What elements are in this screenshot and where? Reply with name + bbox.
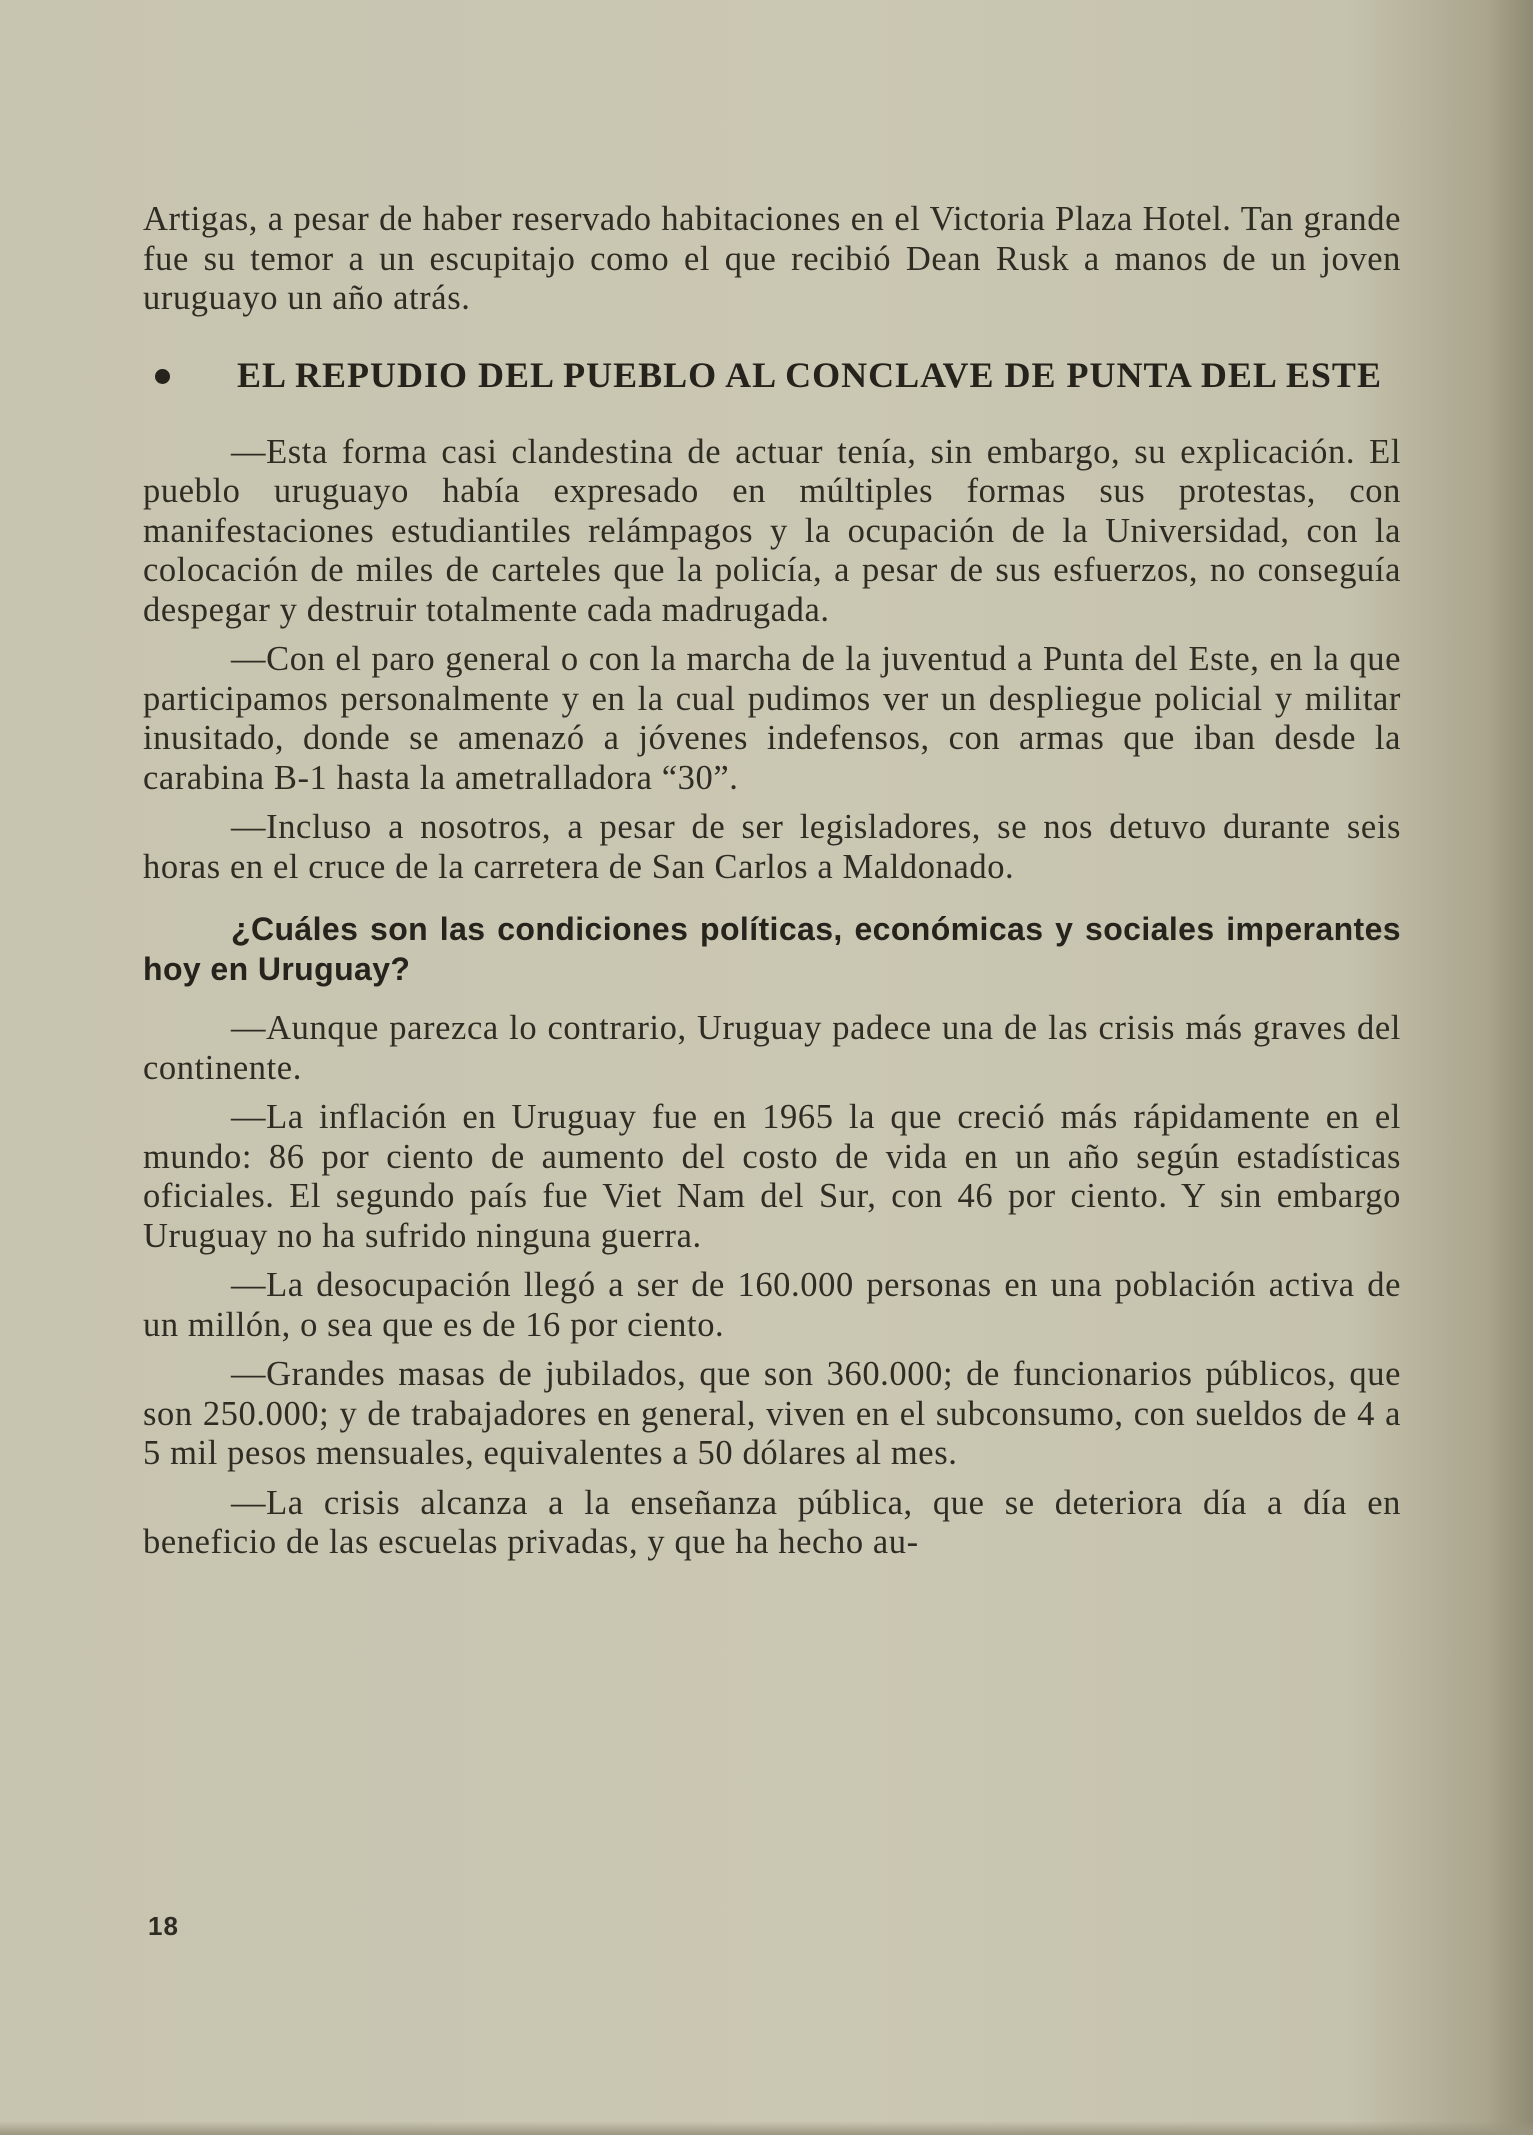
interview-question: ¿Cuáles son las condiciones políticas, económicas y sociales imperantes hoy en Uruguay? — [143, 911, 1401, 987]
paragraph: —La desocupación llegó a ser de 160.000 personas en una población activa de un millón, o sea que es de 16 por ciento. — [143, 1266, 1401, 1344]
paragraph: —Incluso a nosotros, a pesar de ser legisladores, se nos detuvo durante seis horas en el cruce de la carretera de San Carlos a Maldonado. — [143, 808, 1401, 886]
paragraph: —Aunque parezca lo contrario, Uruguay padece una de las crisis más graves del continente. — [143, 1009, 1401, 1087]
page-edge-shadow — [0, 2121, 1533, 2135]
paragraph: —La inflación en Uruguay fue en 1965 la que creció más rápidamente en el mundo: 86 por ciento de aumento del costo de vida en un año según estadísticas oficiales. El segundo país fue Viet Nam del Sur, con 46 por ciento. Y sin embargo Uruguay no ha sufrido ninguna guerra. — [143, 1098, 1401, 1255]
paragraph-continued: Artigas, a pesar de haber reservado habitaciones en el Victoria Plaza Hotel. Tan grande fue su temor a un escupitajo como el que recibió Dean Rusk a manos de un joven uruguayo un año atrás. — [143, 200, 1401, 317]
paragraph: —Grandes masas de jubilados, que son 360.000; de funcionarios públicos, que son 250.000; y de trabajadores en general, viven en el subconsumo, con sueldos de 4 a 5 mil pesos mensuales, equivalentes a 50 dólares al mes. — [143, 1355, 1401, 1472]
section-heading — [143, 355, 1401, 395]
section-heading-text: EL REPUDIO DEL PUEBLO AL CONCLAVE DE PUNTA DEL ESTE — [237, 354, 1382, 395]
bullet-icon — [155, 369, 170, 384]
page-number: 18 — [148, 1911, 179, 1941]
page-body — [143, 200, 1401, 1563]
paragraph: —La crisis alcanza a la enseñanza pública, que se deteriora día a día en beneficio de las escuelas privadas, y que ha hecho au- — [143, 1483, 1401, 1561]
paragraph: —Esta forma casi clandestina de actuar tenía, sin embargo, su explicación. El pueblo uruguayo había expresado en múltiples formas sus protestas, con manifestaciones estudiantiles relámpagos y la ocupación de la Universidad, con la colocación de miles de carteles que la policía, a pesar de sus esfuerzos, no conseguía despegar y destruir totalmente cada madrugada. — [143, 432, 1401, 629]
paragraph: —Con el paro general o con la marcha de la juventud a Punta del Este, en la que participamos personalmente y en la cual pudimos ver un despliegue policial y militar inusitado, donde se amenazó a jóvenes indefensos, con armas que iban desde la carabina B-1 hasta la ametralladora “30”. — [143, 640, 1401, 797]
